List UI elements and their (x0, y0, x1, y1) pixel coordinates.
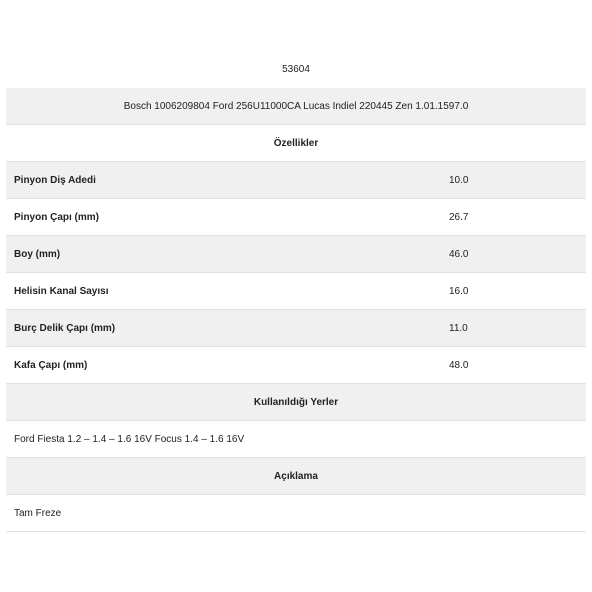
product-code-row (6, 50, 586, 88)
spec-value: 11.0 (449, 322, 468, 334)
product-spec-table (6, 50, 586, 532)
spec-value: 46.0 (449, 248, 469, 260)
usage-header-row (6, 384, 586, 421)
spec-name: Helisin Kanal Sayısı (14, 285, 109, 297)
description-text: Tam Freze (14, 507, 62, 519)
cross-reference-row (6, 88, 586, 125)
spec-value: 10.0 (449, 174, 469, 186)
spec-name: Burç Delik Çapı (mm) (14, 322, 116, 334)
spec-name: Pinyon Çapı (mm) (14, 211, 100, 223)
description-title: Açıklama (274, 470, 318, 482)
spec-row (6, 273, 586, 310)
features-title: Özellikler (273, 137, 319, 149)
spec-value: 16.0 (449, 285, 469, 297)
description-row (6, 495, 586, 532)
spec-name: Pinyon Diş Adedi (14, 174, 96, 186)
usage-row (6, 421, 586, 458)
spec-row (6, 162, 586, 199)
spec-row (6, 310, 586, 347)
description-header-row (6, 458, 586, 495)
spec-row (6, 347, 586, 384)
spec-value: 26.7 (449, 211, 469, 223)
spec-row (6, 199, 586, 236)
features-header-row (6, 125, 586, 162)
product-code: 53604 (282, 63, 310, 75)
spec-name: Kafa Çapı (mm) (14, 359, 88, 371)
usage-title: Kullanıldığı Yerler (253, 396, 339, 408)
cross-reference: Bosch 1006209804 Ford 256U11000CA Lucas Indiel 220445 Zen 1.01.1597.0 (123, 100, 469, 112)
usage-text: Ford Fiesta 1.2 – 1.4 – 1.6 16V Focus 1.4 – 1.6 16V (14, 433, 245, 445)
spec-value: 48.0 (449, 359, 469, 371)
spec-name: Boy (mm) (14, 248, 61, 260)
spec-row (6, 236, 586, 273)
